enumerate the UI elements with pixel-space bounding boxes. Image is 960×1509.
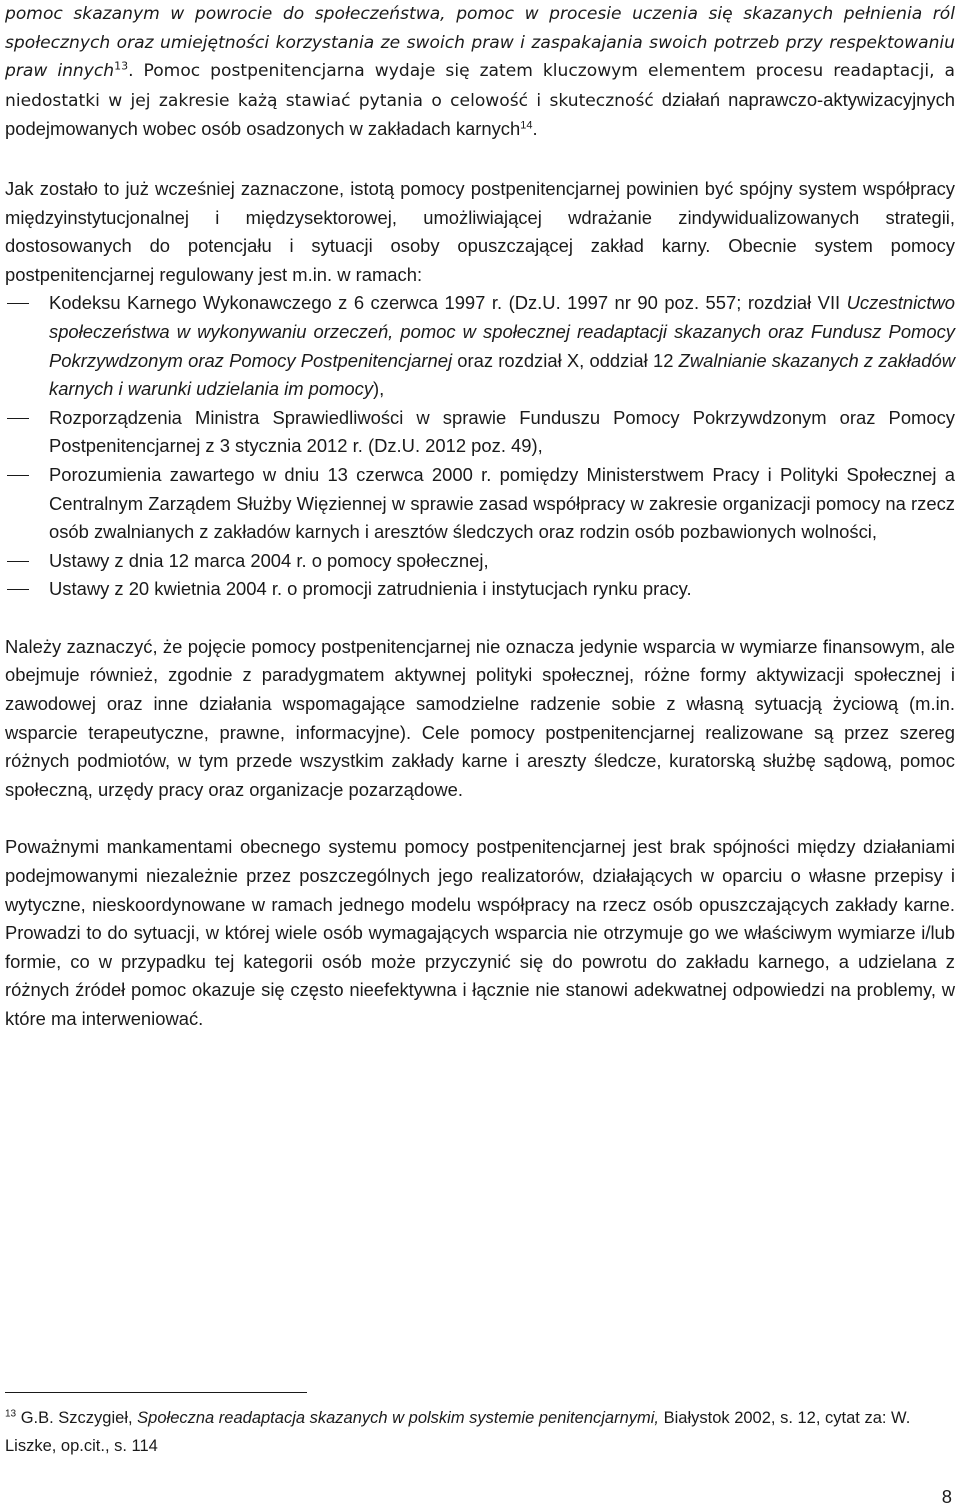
list-item-text: Porozumienia zawartego w dniu 13 czerwca 2000 r. pomiędzy Ministerstwem Pracy i Polityki Społecznej a Centralnym Zarządem Służby Więziennej w sprawie zasad współpracy w zakresie organizacji pomocy na rzecz osób zwalnianych z zakładów karnych i aresztów śledczych oraz rodzin osób pozbawionych wolności,: [49, 463, 955, 543]
footnote-title: Społeczna readaptacja skazanych w polskim systemie penitencjarnymi,: [137, 1409, 660, 1427]
footnote-ref-13[interactable]: 13: [114, 59, 129, 73]
paragraph-forms-of-aid: Należy zaznaczyć, że pojęcie pomocy postpenitencjarnej nie oznacza jedynie wsparcia w wymiarze finansowym, ale obejmuje również, zgodnie z paradygmatem aktywnej polityki społecznej, różne formy aktywizacji społecznej i zawodowej oraz inne działania wspomagające samodzielne radzenie sobie z własną sytuacją życiową (m.in. wsparcie terapeutyczne, prawne, informacyjne). Cele pomocy postpenitencjarnej realizowane są przez szereg różnych podmiotów, w tym przede wszystkim zakłady karne i areszty śledcze, kuratorską służbę sądową, pomoc społeczną, urzędy pracy oraz organizacje pozarządowe.: [5, 635, 955, 800]
list-item-text: Ustawy z dnia 12 marca 2004 r. o pomocy społecznej,: [49, 549, 489, 571]
footnote-ref-14[interactable]: 14: [520, 119, 533, 132]
list-item: [5, 575, 955, 604]
footnote-number: 13: [5, 1408, 17, 1420]
opening-end: .: [532, 118, 538, 140]
paragraph-system-shortcomings: Poważnymi mankamentami obecnego systemu pomocy postpenitencjarnej jest brak spójności między działaniami podejmowanymi niezależnie przez poszczególnych jego realizatorów, działających w oparciu o własne przepisy i wytyczne, nieskoordynowane w ramach jednego modelu współpracy na rzecz osób opuszczających zakłady karne. Prowadzi to do sytuacji, w której wiele osób wymagających wsparcia nie otrzymuje go we właściwym wymiarze i/lub formie, co w przypadku tej kategorii osób może przyczynić się do powrotu do zakładu karnego, a udzielana z różnych źródeł pomoc okazuje się często nieefektywna i łącznie nie stanowi adekwatnej odpowiedzi na problemy, w które ma interweniować.: [5, 836, 955, 1029]
opening-paragraph: [5, 0, 955, 145]
dash-bullet-icon: [7, 418, 29, 419]
list-item: [5, 404, 955, 461]
list-item-text: ),: [373, 378, 385, 400]
page-number: 8: [941, 1486, 952, 1507]
footnote-13: [5, 1404, 955, 1460]
list-item-italic: Uczestnictwo społeczeństwa w wykonywaniu orzeczeń, pomoc w społecznej readaptacji skazanych oraz Fundusz Pomocy Pokrzywdzonym oraz Pomocy Postpenitencjarnej: [49, 292, 955, 371]
paragraph-legal-intro: Jak zostało to już wcześniej zaznaczone, istotą pomocy postpenitencjarnej powinien być spójny system współpracy międzyinstytucjonalnej i międzysektorowej, umożliwiającej wdrażanie zindywidualizowanych strategii, dostosowanych do potencjału i sytuacji osoby opuszczającej zakład karny. Obecnie system pomocy postpenitencjarnej regulowany jest m.in. w ramach:: [5, 177, 955, 285]
list-item-text: Kodeksu Karnego Wykonawczego z 6 czerwca 1997 r. (Dz.U. 1997 nr 90 poz. 557; rozdział VII: [49, 292, 847, 314]
footnote-author: G.B. Szczygieł,: [16, 1409, 138, 1427]
list-item: [5, 461, 955, 547]
footnote-rest: Białystok 2002, s. 12, cytat za: W. Liszke, op.cit., s. 114: [5, 1409, 911, 1455]
dash-bullet-icon: [7, 561, 29, 562]
list-item: [5, 289, 955, 403]
document-page: [5, 0, 955, 1034]
opening-plain-text-2: działań naprawczo-aktywizacyjnych podejmowanych wobec osób osadzonych w zakładach karnych: [5, 88, 956, 140]
opening-plain-text: . Pomoc postpenitencjarna wydaje się zatem kluczowym elementem procesu readaptacji, a niedostatki w jej zakresie każą stawiać pytania o celowość i skuteczność: [5, 61, 955, 111]
list-item-italic: Zwalnianie skazanych z zakładów karnych i warunki udzielania im pomocy: [49, 349, 955, 400]
dash-bullet-icon: [7, 589, 29, 590]
list-item-text: oraz rozdział X, oddział 12: [452, 349, 679, 371]
opening-italic-text: pomoc skazanym w powrocie do społeczeństwa, pomoc w procesie uczenia się skazanych pełnienia ról społecznych oraz umiejętności korzystania ze swoich praw i zaspakajania swoich potrzeb przy respektowaniu praw innych: [5, 4, 955, 82]
legal-acts-list: [5, 289, 955, 604]
footnote-separator: [5, 1392, 307, 1393]
list-item: [5, 547, 955, 576]
dash-bullet-icon: [7, 303, 29, 304]
list-item-text: Ustawy z 20 kwietnia 2004 r. o promocji zatrudnienia i instytucjach rynku pracy.: [49, 578, 692, 600]
list-item-text: Rozporządzenia Ministra Sprawiedliwości w sprawie Funduszu Pomocy Pokrzywdzonym oraz Pomocy Postpenitencjarnej z 3 stycznia 2012 r. (Dz.U. 2012 poz. 49),: [49, 406, 955, 457]
dash-bullet-icon: [7, 475, 29, 476]
